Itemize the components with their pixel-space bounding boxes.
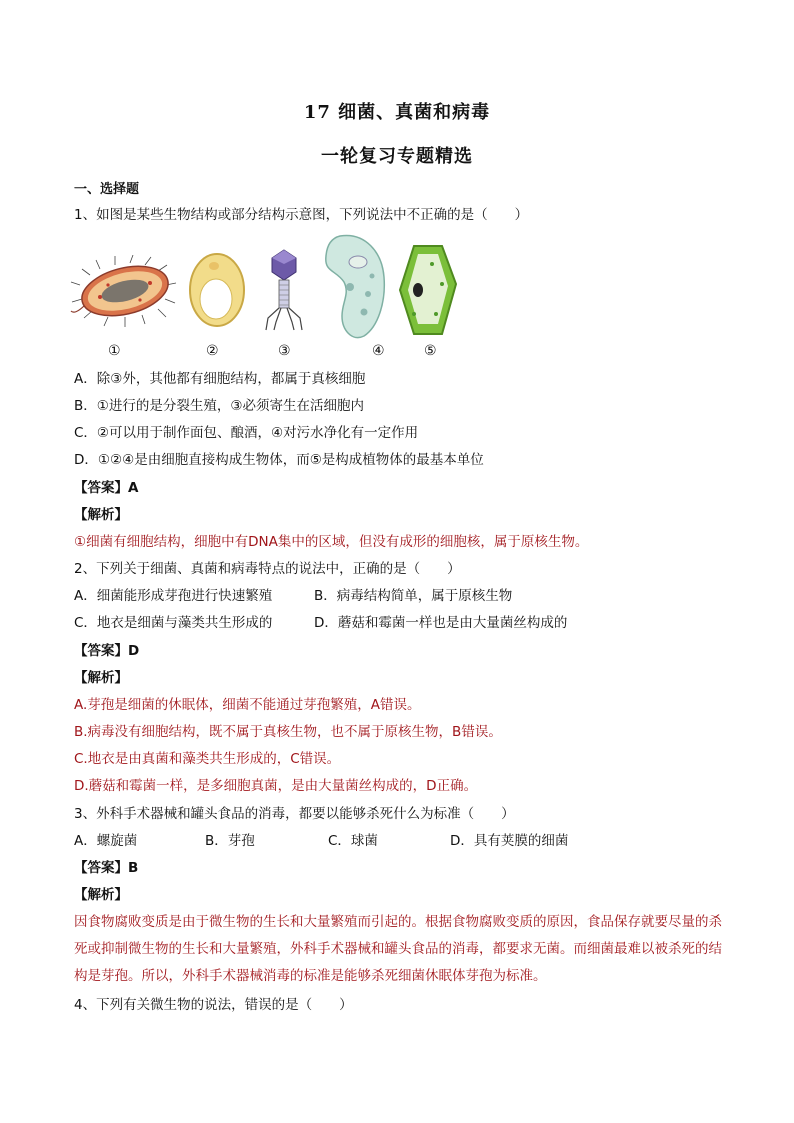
- q2-analysis-line: A.芽孢是细菌的休眠体，细菌不能通过芽孢繁殖，A错误。: [74, 697, 421, 713]
- q2-option-c: C．地衣是细菌与藻类共生形成的: [74, 615, 273, 631]
- q1-option-a: A．除③外，其他都有细胞结构，都属于真核细胞: [74, 371, 366, 387]
- q1-stem: 1、如图是某些生物结构或部分结构示意图，下列说法中不正确的是（ ）: [74, 207, 529, 223]
- q1-option-d: D．①②④是由细胞直接构成生物体，而⑤是构成植物体的最基本单位: [74, 452, 484, 468]
- document-title: 17 细菌、真菌和病毒: [303, 102, 491, 123]
- section-heading: 一、选择题: [74, 182, 140, 197]
- q2-analysis-line: B.病毒没有细胞结构，既不属于真核生物，也不属于原核生物，B错误。: [74, 724, 502, 740]
- q3-analysis: 因食物腐败变质是由于微生物的生长和大量繁殖而引起的。根据食物腐败变质的原因，食品保存就要尽量的杀死或抑制微生物的生长和大量繁殖，外科手术器械和罐头食品的消毒，都要求无菌。而细菌最难以被杀死的结构是芽孢。所以，外科手术器械消毒的标准是能够杀死细菌休眠体芽孢为标准。: [74, 914, 722, 984]
- figure-label: ③: [278, 343, 291, 359]
- q1-analysis: ①细菌有细胞结构，细胞中有DNA集中的区域，但没有成形的细胞核，属于原核生物。: [74, 534, 589, 550]
- q1-option-b: B．①进行的是分裂生殖，③必须寄生在活细胞内: [74, 398, 364, 414]
- q2-analysis-line: D.蘑菇和霉菌一样，是多细胞真菌，是由大量菌丝构成的，D正确。: [74, 778, 478, 794]
- virus-illustration: [262, 248, 306, 332]
- figure-label: ②: [206, 343, 219, 359]
- q2-answer: 【答案】D: [74, 643, 140, 659]
- q1-analysis-label: 【解析】: [74, 507, 128, 523]
- q3-answer: 【答案】B: [74, 860, 139, 876]
- q4-stem: 4、下列有关微生物的说法，错误的是（ ）: [74, 997, 353, 1013]
- q2-option-a: A．细菌能形成芽孢进行快速繁殖: [74, 588, 273, 604]
- q3-option-b: B．芽孢: [205, 833, 255, 849]
- q3-option-d: D．具有荚膜的细菌: [450, 833, 569, 849]
- yeast-illustration: [186, 247, 248, 329]
- q3-option-c: C．球菌: [328, 833, 378, 849]
- paramecium-illustration: [320, 232, 390, 340]
- q2-option-d: D．蘑菇和霉菌一样也是由大量菌丝构成的: [314, 615, 568, 631]
- q3-analysis-label: 【解析】: [74, 887, 128, 903]
- bacterium-illustration: [70, 255, 180, 330]
- q2-analysis-label: 【解析】: [74, 670, 128, 686]
- q1-option-c: C．②可以用于制作面包、酿酒，④对污水净化有一定作用: [74, 425, 419, 441]
- q3-stem: 3、外科手术器械和罐头食品的消毒，都要以能够杀死什么为标准（ ）: [74, 806, 515, 822]
- q2-analysis-line: C.地衣是由真菌和藻类共生形成的，C错误。: [74, 751, 341, 767]
- figure-label: ④: [372, 343, 385, 359]
- figure-label: ①: [108, 343, 121, 359]
- q2-stem: 2、下列关于细菌、真菌和病毒特点的说法中，正确的是（ ）: [74, 561, 461, 577]
- document-subtitle: 一轮复习专题精选: [321, 146, 473, 167]
- q2-option-b: B．病毒结构简单，属于原核生物: [314, 588, 513, 604]
- figure-label: ⑤: [424, 343, 437, 359]
- q1-answer: 【答案】A: [74, 480, 139, 496]
- q3-option-a: A．螺旋菌: [74, 833, 138, 849]
- plant-cell-illustration: [398, 244, 458, 336]
